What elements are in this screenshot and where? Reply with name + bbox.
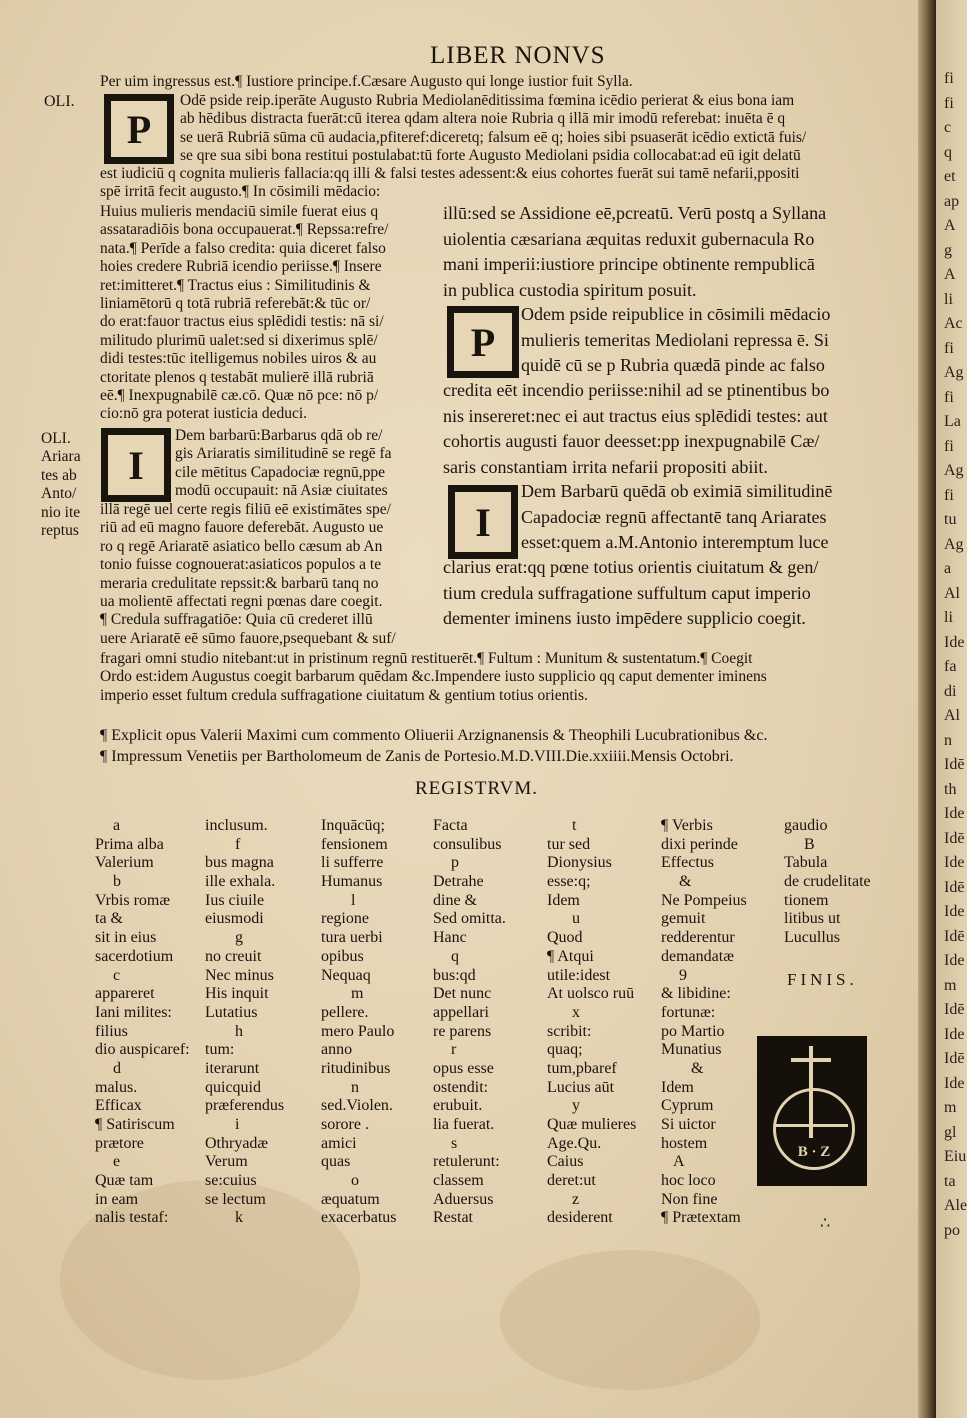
facing-page-fragment: Ale — [944, 1197, 967, 1214]
registrum-col-5: t tur sed Dionysius esse:q; Idem u Quod ¶ Atqui utile:idest At uolsco ruū x scribit: quaq; tum,pbaref Lucius aūt y Quæ mulieres Age.Qu. Caius deret:ut z desiderent — [547, 817, 637, 1227]
facing-page-fragment: Ide — [944, 952, 965, 969]
facing-page-fragment: et — [944, 168, 956, 185]
facing-page-fragment: Idē — [944, 1001, 965, 1018]
facing-page-fragment: li — [944, 290, 953, 308]
right-column-initial-lines-2: Dem Barbarū quēdā ob eximiā similitudinē Capadociæ regnū affectantē tanq Ariarates esset:quem a.M.Antonio interemptum luce — [521, 481, 833, 552]
facing-page-fragment: A — [944, 217, 956, 234]
commentary-block-1b: est iudiciū q cognita mulieris fallacia:qq illi & falsi testes adessent:& eius cohortes fuerāt sui tamē nefarii,ppositi spē irritā fecit augusto.¶ In cōsimili mēdacio: — [100, 165, 800, 201]
facing-page-fragment: Eiu — [944, 1148, 967, 1165]
facing-page-fragment: Al — [944, 584, 960, 602]
facing-page-fragment: Ide — [944, 854, 965, 871]
facing-page-fragment: fi — [944, 388, 954, 406]
facing-page-fragment: c — [944, 119, 952, 136]
printer-device-crossbar — [791, 1058, 831, 1062]
right-column-bottom: clarius erat:qq pœne totius orientis ciuitatum & gen/ tium credula suffragatione suffultum caput imperio dementer iminens iusto impēdere supplicio coegit. — [443, 557, 819, 628]
right-column-middle: credita eēt incendio periisse:nihil ad se ptinentibus bo nis insereret:nec ei aut tractus eius splēdidi testes: aut cohortis augusti fauor deesset:pp inexpugnabilē Cæ/ saris constantiam irrita nefarii propositi abiit. — [443, 380, 830, 477]
running-header: LIBER NONVS — [430, 42, 606, 69]
decorated-initial: I — [448, 485, 518, 559]
facing-page-fragment: Ag — [944, 462, 964, 479]
paper-stain — [500, 1250, 760, 1390]
facing-page-fragment: tu — [944, 511, 957, 528]
facing-page-fragment: Idē — [944, 756, 965, 773]
facing-page-fragment: di — [944, 682, 957, 700]
facing-page-fragment: th — [944, 780, 957, 798]
right-column-initial-lines: Odem pside reipublice in cōsimili mēdacio mulieris temeritas Mediolani repressa ē. Si quidē cū se p Rubria quædā pinde ac falso — [521, 304, 831, 375]
facing-page-fragment: fi — [944, 486, 954, 504]
facing-page-fragment: li — [944, 609, 953, 626]
margin-note: OLI. — [44, 93, 75, 110]
facing-page-fragment: po — [944, 1221, 960, 1239]
facing-page-fragment: q — [944, 143, 952, 161]
facing-page-fragment: Ac — [944, 315, 963, 332]
facing-page-fragment: Ide — [944, 1025, 965, 1043]
registrum-col-6: ¶ Verbis dixi perinde Effectus & Ne Pompeius gemuit redderentur demandatæ 9 & libidine: fortunæ: po Martio Munatius & Idem Cyprum Si uictor hostem A hoc loco Non fine ¶ Prætextam — [661, 817, 747, 1227]
facing-page-fragment: Ide — [944, 633, 965, 651]
facing-page-fragment: fa — [944, 658, 957, 675]
left-column-bottom: illā regē uel certe regis filiū eē existimātes spe/ riū ad eū magno fauore deferebāt. Augusto ue ro q regē Ariaratē asiatico bello cæsum ab An tonio fuisse cognouerat:asiaticos populos a te meraria credulitate repssit:& barbarū tanq no ua molientē affectati regni pœnas dare coegit. ¶ Credula suffragatiōe: Quia cū crederet illū uere Ariaratē eē sūmo fauore,psequebant & suf/ — [100, 501, 396, 647]
right-column-top: illū:sed se Assidione eē,pcreatū. Verū postq a Syllana uiolentia cæsariana æquitas reduxit gubernacula Ro mani imperii:iustiore principe obtinente rempublicā in publica custodia spiritum posuit. — [443, 203, 827, 300]
facing-page-fragment: Ag — [944, 364, 964, 381]
facing-page-fragment: fi — [944, 339, 954, 357]
facing-page-fragment: Idē — [944, 927, 965, 945]
closing-lines: fragari omni studio nitebant:ut in pristinum regnū restituerēt.¶ Fultum : Munitum & sustentatum.¶ Coegit Ordo est:idem Augustus coegit barbarum quēdam &c.Impendere iusto supplicio qq caput dementer iminens imperio esset fultum credula suffragatione ciuitatum & gentium totius orientis. — [100, 650, 767, 704]
facing-page-fragment: Ag — [944, 535, 964, 553]
facing-page-fragment: n — [944, 731, 952, 749]
intro-line: Per uim ingressus est.¶ Iustiore principe.f.Cæsare Augusto qui longe iustior fuit Sylla. — [100, 73, 633, 90]
registrum-col-4: Facta consulibus p Detrahe dine & Sed omitta. Hanc q bus:qd Det nunc appellari re parens r opus esse ostendit: erubuit. lia fuerat. s retulerunt: classem Aduersus Restat — [433, 817, 506, 1227]
decorated-initial: P — [447, 306, 519, 378]
facing-page-edge — [936, 0, 967, 1418]
facing-page-fragment: m — [944, 1099, 957, 1116]
facing-page-fragment: fi — [944, 94, 954, 112]
facing-page-fragment: La — [944, 413, 961, 430]
printer-device — [757, 1036, 867, 1186]
printer-device-letters: B · Z — [797, 1144, 831, 1160]
facing-page-fragment: fi — [944, 437, 954, 455]
printer-device-band — [776, 1124, 848, 1127]
facing-page-fragment: Idē — [944, 878, 965, 896]
facing-page-fragment: Idē — [944, 829, 965, 847]
facing-page-fragment: m — [944, 976, 957, 994]
registrum-col-3: Inquācūq; fensionem li sufferre Humanus l regione tura uerbi opibus Nequaq m pellere. mero Paulo anno ritudinibus n sed.Violen. sorore . amici quas o æquatum exacerbatus — [321, 817, 397, 1227]
facing-page-fragment: Ide — [944, 903, 965, 920]
registrum-col-2: inclusum. f bus magna ille exhala. Ius ciuile eiusmodi g no creuit Nec minus His inquit Lutatius h tum: iterarunt quicquid præferendus i Othryadæ Verum se:cuius se lectum k — [205, 817, 285, 1227]
decorated-initial: I — [101, 428, 171, 502]
finis: FINIS. — [787, 970, 858, 989]
colophon: ¶ Explicit opus Valerii Maximi cum commento Oliuerii Arzignanensis & Theophili Lucubrationibus &c. ¶ Impressum Venetiis per Bartholomeum de Zanis de Portesio.M.D.VIII.Die.xxiiii.Mensis Octobri. — [100, 727, 768, 765]
left-column-initial-lines: Dem barbarū:Barbarus qdā ob re/ gis Ariaratis similitudinē se regē fa cile mētitus Capadociæ regnū,ppe modū occupauit: nā Asiæ ciuitates — [175, 427, 392, 500]
commentary-block-1a: Odē pside reip.iperāte Augusto Rubria Mediolanēditissima fœmina icēdio perierat & eius bona iam ab hēdibus distracta fuerāt:cū iterea qdam altera noie Rubria q illā mir imodū referebat: inuēta ē q se uerā Rubriā sūma cū audacia,pfiteref:diceretq; falsum eē q; hoies sibi psuaserāt icēdio extictā fuis/ se qre sua sibi bona restitui postulabat:tū forte Augusto Mediolani psidia collocabat:ad eū igit delatū — [180, 92, 807, 165]
ornament-dots: ∴ — [820, 1215, 831, 1232]
registrum-col-7: gaudio B Tabula de crudelitate tionem litibus ut Lucullus — [784, 817, 871, 947]
left-column-top: Huius mulieris mendaciū simile fuerat eius q assataradiōis bona occupauerat.¶ Repssa:refre/ nata.¶ Perīde a falso credita: quia diceret falso hoies credere Rubriā icendio periisse.¶ Insere ret:imitteret.¶ Tractus eius : Similitudinis & liniamētorū q totā rubriā referebāt:& tūc or/ do erat:fauor tractus eius splēdidi testis: nā si/ militudo plurimū ualet:sed si dixerimus splē/ didi testes:tūc itelligemus nobiles uiros & au ctoritate plenos q testabāt mulierē illā rubriā eē.¶ Inexpugnabilē cæ.cō. Quæ nō pce: nō p/ cio:nō gra poterat iusticia deduci. — [100, 203, 389, 423]
margin-note-ariarates: OLI. Ariara tes ab Anto/ nio ite reptus — [41, 430, 81, 540]
facing-page-fragment: Ide — [944, 805, 965, 822]
facing-page-fragment: g — [944, 241, 952, 259]
facing-page-fragment: A — [944, 266, 956, 283]
facing-page-fragment: Ide — [944, 1074, 965, 1092]
facing-page-fragment: fi — [944, 70, 954, 87]
facing-page-fragment: a — [944, 560, 952, 577]
decorated-initial: P — [104, 94, 174, 164]
facing-page-fragment: Al — [944, 707, 960, 724]
facing-page-fragment: ap — [944, 192, 960, 210]
facing-page-fragment: gl — [944, 1123, 957, 1141]
registrum-title: REGISTRVM. — [415, 778, 539, 799]
registrum-col-1: a Prima alba Valerium b Vrbis romæ ta & sit in eius sacerdotium c appareret Iani milites: filius dio auspicaref: d malus. Efficax ¶ Satiriscum prætore e Quæ tam in eam nalis testaf: — [95, 817, 190, 1227]
facing-page-fragment: ta — [944, 1172, 956, 1190]
facing-page-fragment: Idē — [944, 1050, 965, 1067]
book-gutter — [918, 0, 936, 1418]
